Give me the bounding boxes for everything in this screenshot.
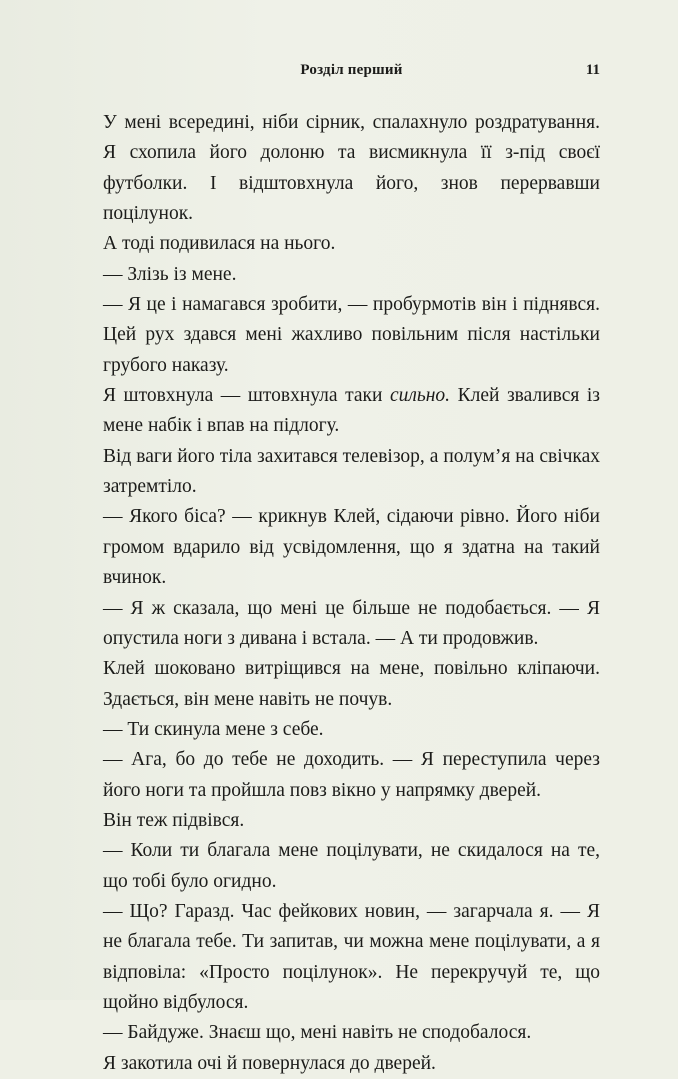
paragraph-text: Клей звалився із мене набік і впав на підлогу. xyxy=(103,385,601,437)
paragraph: Він теж підвівся. xyxy=(103,809,245,831)
paragraph-text: Я штовхнула — штовхнула таки xyxy=(103,385,390,407)
body-text xyxy=(103,108,600,1079)
paragraph: Клей шоковано витріщився на мене, повільно кліпаючи. Здається, він мене навіть не почув. xyxy=(103,658,600,710)
paragraph xyxy=(103,381,600,442)
paragraph: — Коли ти благала мене поцілувати, не скидалося на те, що тобі було огидно. xyxy=(103,840,600,892)
paragraph: — Байдуже. Знаєш що, мені навіть не сподобалося. xyxy=(103,1022,532,1044)
paragraph: — Якого біса? — крикнув Клей, сідаючи рівно. Його ніби громом вдарило від усвідомлення, що я здатна на такий вчинок. xyxy=(103,506,600,589)
paragraph: — Я ж сказала, що мені це більше не подобається. — Я опустила ноги з дивана і встала. — А ти продовжив. xyxy=(103,597,600,649)
paragraph: — Злізь із мене. xyxy=(103,263,237,285)
paragraph: У мені всередині, ніби сірник, спалахнуло роздратування. Я схопила його долоню та висмикнула її з-під своєї футболки. І відштовхнула його, знов перервавши поцілунок. xyxy=(103,112,600,225)
paragraph: Від ваги його тіла захитався телевізор, а полум’я на свічках затремтіло. xyxy=(103,445,600,498)
paragraph: — Я це і намагався зробити, — пробурмотів він і піднявся. Цей рух здався мені жахливо повільним після настільки грубого наказу. xyxy=(103,294,600,376)
running-header xyxy=(103,62,600,84)
emphasis-text: сильно. xyxy=(389,385,451,407)
paragraph: Я закотила очі й повернулася до дверей. xyxy=(103,1052,436,1074)
paragraph: — Що? Гаразд. Час фейкових новин, — загарчала я. — Я не благала тебе. Ти запитав, чи можна мене поцілувати, а я відповіла: «Просто поцілунок». Не перекручуй те, що щойно відбулося. xyxy=(103,900,600,1013)
chapter-title: Розділ перший xyxy=(300,62,403,78)
paragraph: — Ти скинула мене з себе. xyxy=(103,718,324,740)
paragraph: А тоді подивилася на нього. xyxy=(103,233,336,255)
page-number: 11 xyxy=(585,62,600,78)
paragraph: — Ага, бо до тебе не доходить. — Я переступила через його ноги та пройшла повз вікно у напрямку дверей. xyxy=(103,749,600,801)
